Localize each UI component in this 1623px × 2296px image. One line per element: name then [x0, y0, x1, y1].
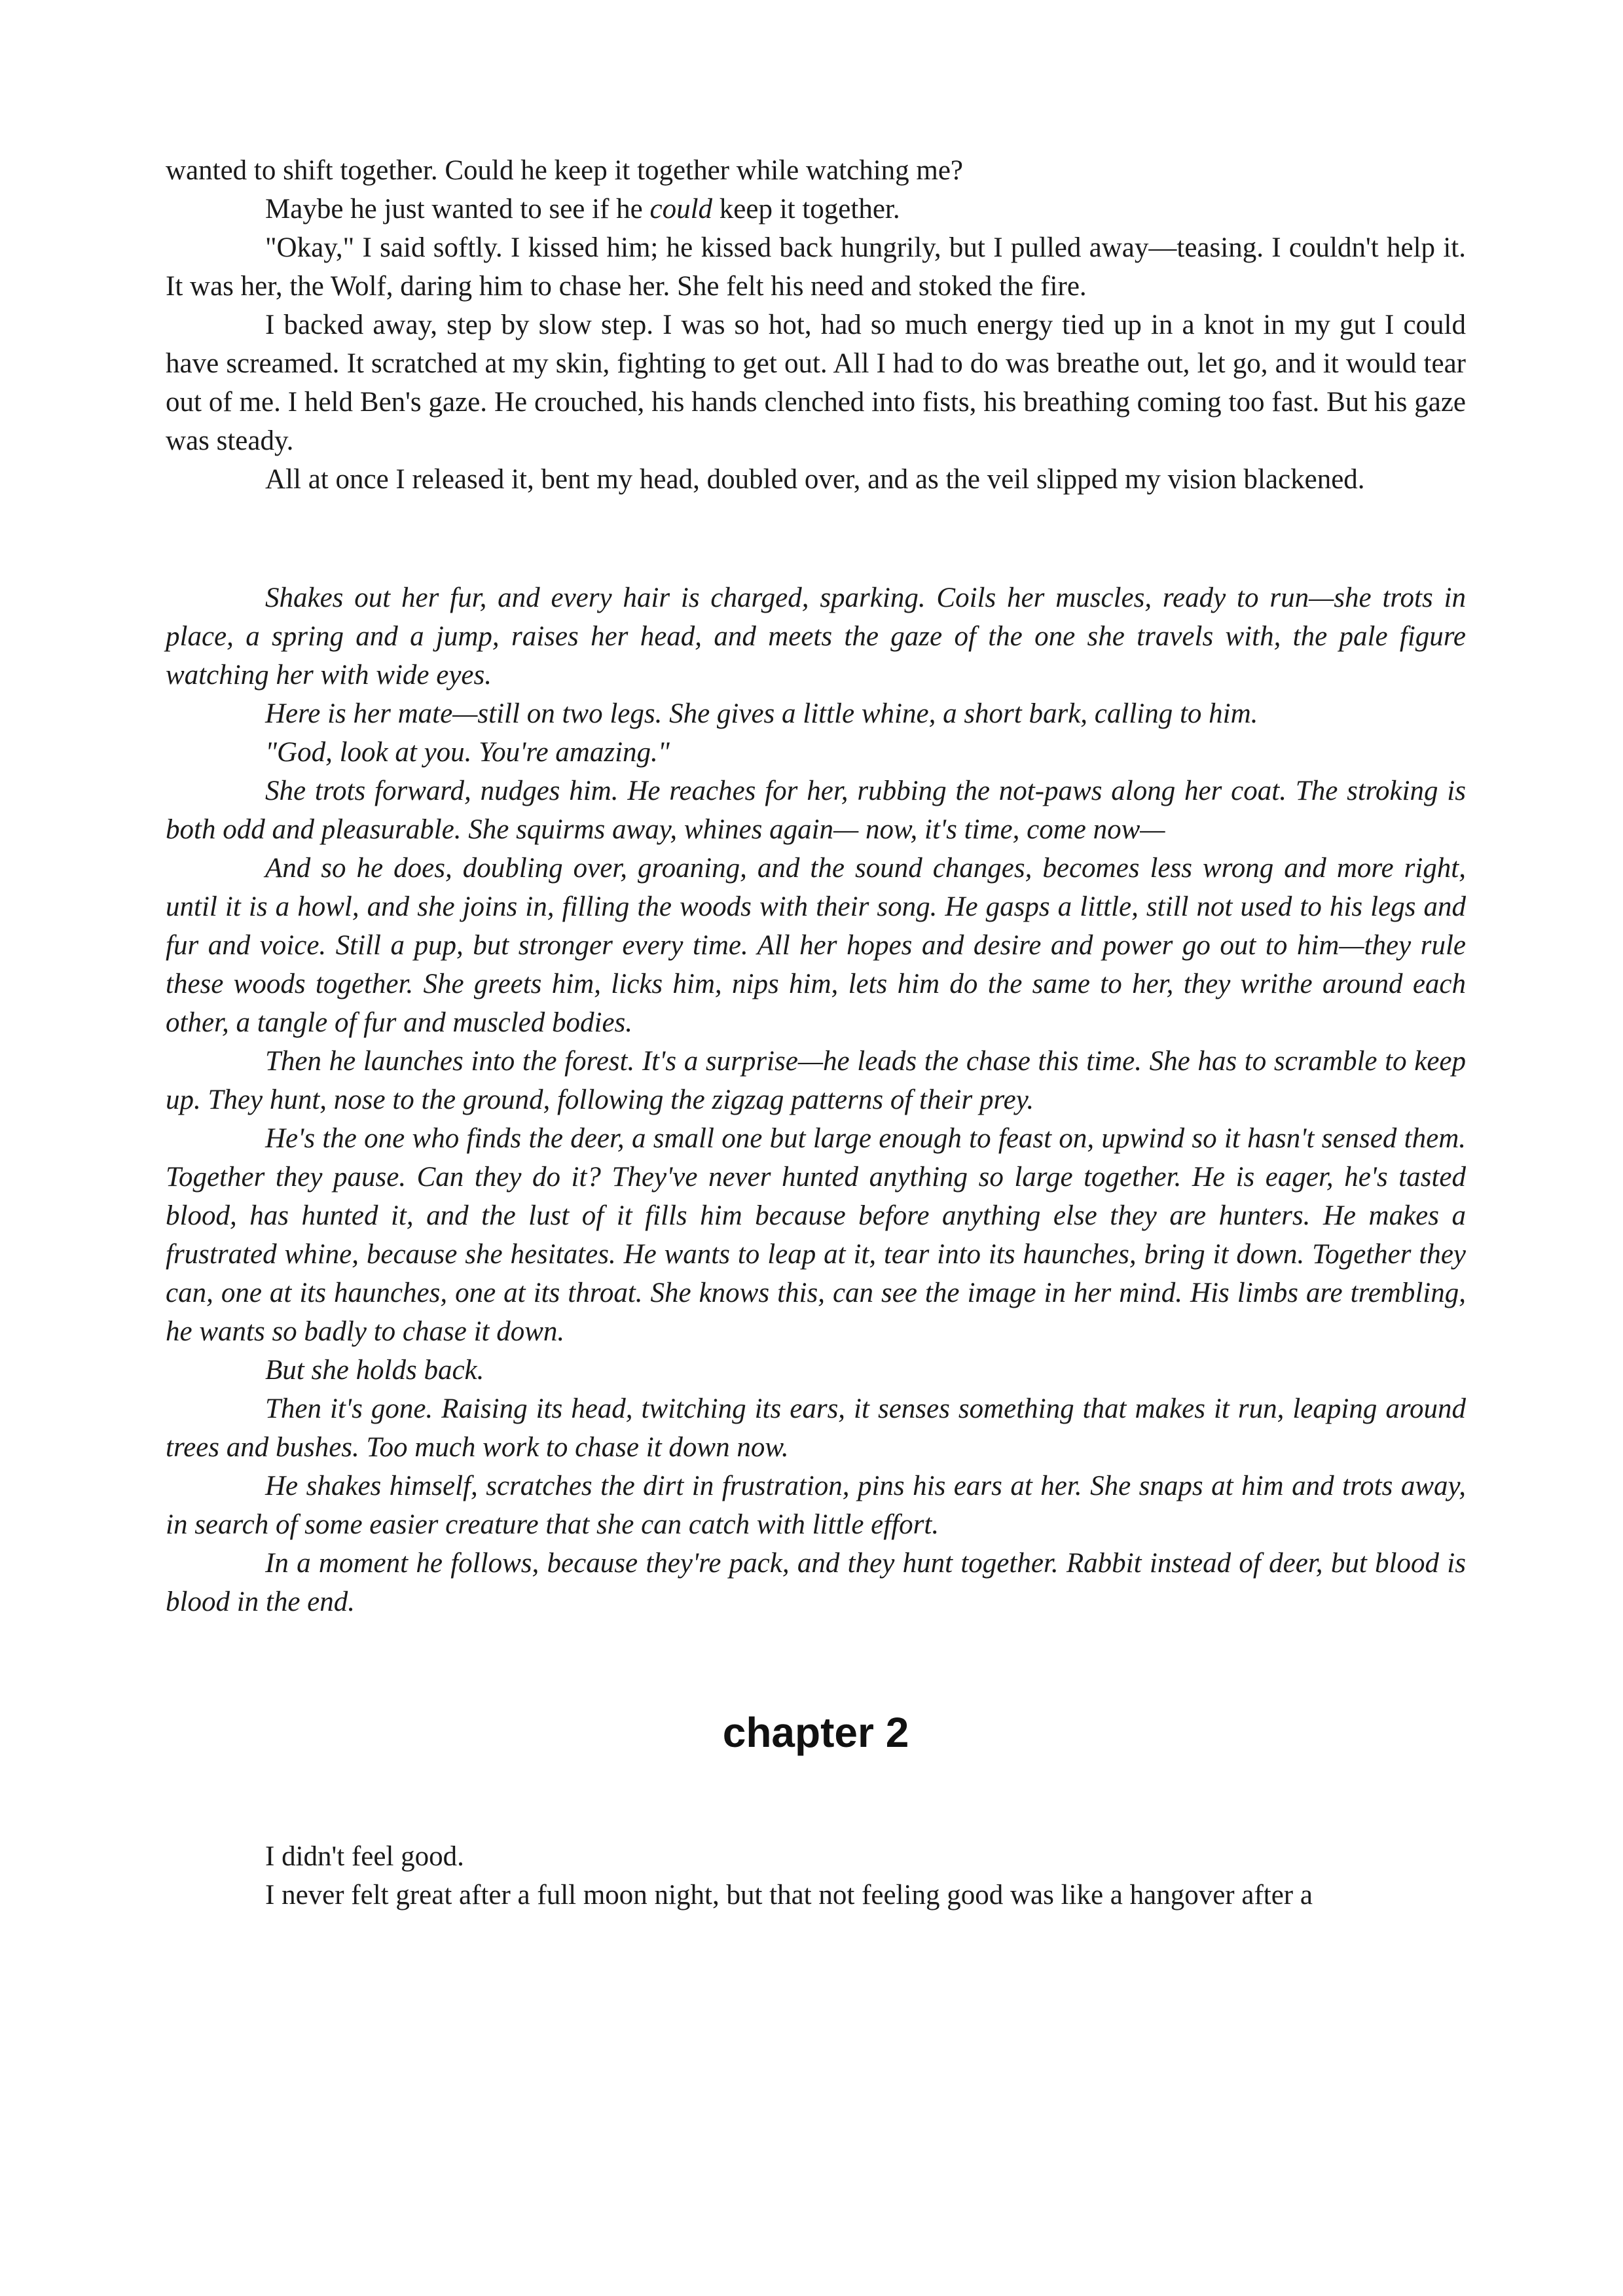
paragraph	[166, 190, 1466, 228]
section-break	[166, 499, 1466, 579]
paragraph: Then he launches into the forest. It's a surprise—he leads the chase this time. She has to scramble to keep up. They hunt, nose to the ground, following the zigzag patterns of their prey.	[166, 1046, 1466, 1115]
chapter-title: chapter 2	[722, 1709, 909, 1756]
narrative-section-1	[166, 151, 1466, 499]
paragraph: Here is her mate—still on two legs. She gives a little whine, a short bark, calling to him.	[265, 698, 1258, 729]
paragraph: He shakes himself, scratches the dirt in frustration, pins his ears at her. She snaps at him and trots away, in search of some easier creature that she can catch with little effort.	[166, 1471, 1466, 1540]
paragraph: I backed away, step by slow step. I was so hot, had so much energy tied up in a knot in my gut I could have screamed. It scratched at my skin, fighting to get out. All I had to do was breathe out, let go, and it would tear out of me. I held Ben's gaze. He crouched, his hands clenched into fists, his breathing coming too fast. But his gaze was steady.	[166, 310, 1466, 456]
text-run: keep it together.	[712, 194, 900, 224]
paragraph: Then it's gone. Raising its head, twitching its ears, it senses something that makes it run, leaping around trees and bushes. Too much work to chase it down now.	[166, 1393, 1466, 1463]
chapter-spacing	[166, 1759, 1466, 1837]
paragraph: All at once I released it, bent my head, doubled over, and as the veil slipped my vision blackened.	[265, 464, 1365, 495]
paragraph: He's the one who finds the deer, a small one but large enough to feast on, upwind so it hasn't sensed them. Together they pause. Can they do it? They've never hunted anything so large together. He is eager, he's tasted blood, has hunted it, and the lust of it fills him because before anything else they are hunters. He makes a frustrated whine, because she hesitates. He wants to leap at it, tear into its haunches, bring it down. Together they can, one at its haunches, one at its throat. She knows this, can see the image in her mind. His limbs are trembling, he wants so badly to chase it down.	[166, 1123, 1466, 1347]
document-page	[166, 151, 1466, 1914]
chapter-body	[166, 1837, 1466, 1914]
paragraph: I didn't feel good.	[265, 1841, 464, 1872]
wolf-narrative-section	[166, 579, 1466, 1621]
paragraph: She trots forward, nudges him. He reaches for her, rubbing the not-paws along her coat. The stroking is both odd and pleasurable. She squirms away, whines again— now, it's time, come now—	[166, 776, 1466, 845]
paragraph: "Okay," I said softly. I kissed him; he kissed back hungrily, but I pulled away—teasing. I couldn't help it. It was her, the Wolf, daring him to chase her. She felt his need and stoked the fire.	[166, 232, 1466, 302]
paragraph: I never felt great after a full moon night, but that not feeling good was like a hangover after a	[265, 1880, 1313, 1910]
paragraph: In a moment he follows, because they're pack, and they hunt together. Rabbit instead of deer, but blood is blood in the end.	[166, 1548, 1466, 1617]
emphasis-text: could	[649, 194, 713, 224]
section-break	[166, 1621, 1466, 1706]
text-run: Maybe he just wanted to see if he	[265, 194, 650, 224]
paragraph: But she holds back.	[265, 1355, 484, 1386]
paragraph: And so he does, doubling over, groaning, and the sound changes, becomes less wrong and more right, until it is a howl, and she joins in, filling the woods with their song. He gasps a little, still not used to his legs and fur and voice. Still a pup, but stronger every time. All her hopes and desire and power go out to him—they rule these woods together. She greets him, licks him, nips him, lets him do the same to her, they writhe around each other, a tangle of fur and muscled bodies.	[166, 853, 1466, 1038]
paragraph: Shakes out her fur, and every hair is charged, sparking. Coils her muscles, ready to run—she trots in place, a spring and a jump, raises her head, and meets the gaze of the one she travels with, the pale figure watching her with wide eyes.	[166, 583, 1466, 691]
paragraph: "God, look at you. You're amazing."	[265, 737, 670, 768]
paragraph: wanted to shift together. Could he keep it together while watching me?	[166, 155, 964, 186]
